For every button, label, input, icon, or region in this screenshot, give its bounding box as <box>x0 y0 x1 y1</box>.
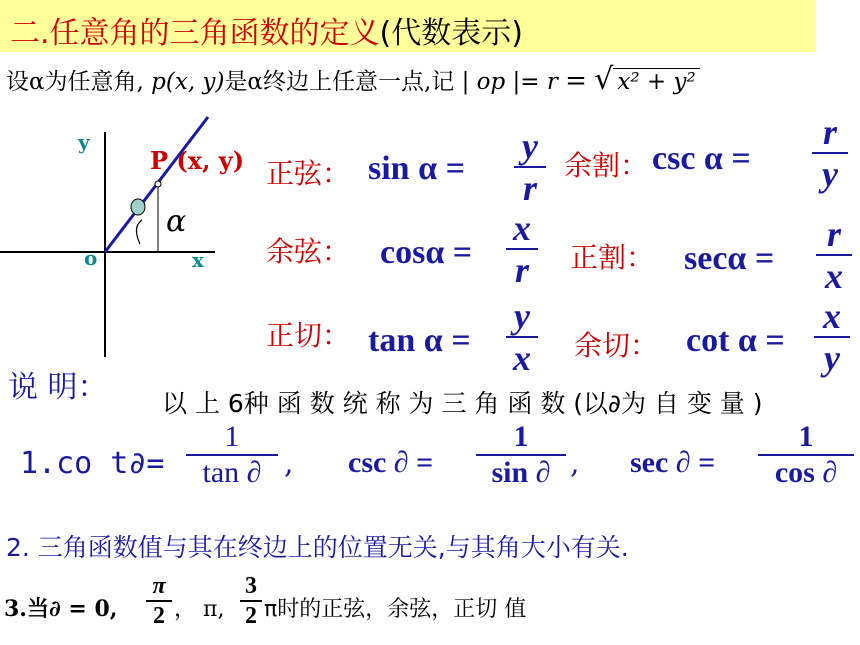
cosine-fraction: x r <box>506 210 538 288</box>
sec-reciprocal-lhs: sec ∂ = <box>630 446 716 479</box>
tangent-fraction: y x <box>506 298 538 376</box>
sine-label: 正弦： <box>266 157 351 190</box>
cosecant-label: 余割： <box>564 149 649 182</box>
y-axis-label: y <box>78 130 90 154</box>
secant-expr: secα = <box>684 240 775 277</box>
title-suffix: (代数表示) <box>379 16 523 51</box>
secant-label: 正割： <box>570 241 655 274</box>
cosine-expr: cosα = <box>380 234 473 271</box>
item3-fraction-three-half: 3 2 <box>240 574 262 628</box>
def-op: | op |= r <box>461 69 558 95</box>
title-prefix: 二. <box>10 16 50 51</box>
sec-reciprocal-fraction: 1 cos ∂ <box>758 422 854 488</box>
title-main: 任意角的三角函数的定义 <box>49 16 380 51</box>
cot-reciprocal-lhs: 1.co t∂= <box>20 446 165 481</box>
angle-alpha-label: α <box>166 204 187 239</box>
item3-fraction-pi-half: π 2 <box>146 574 172 628</box>
csc-reciprocal-lhs: csc ∂ = <box>348 446 434 479</box>
def-point: p(x, y) <box>151 69 225 95</box>
sqrt-sign-icon: √ <box>594 62 614 97</box>
def-lead: 设α为任意角, <box>6 69 144 95</box>
sine-expr: sin α = <box>368 150 465 187</box>
note-summary: 以 上 6种 函 数 统 称 为 三 角 函 数 (以∂为 自 变 量 ) <box>162 389 763 418</box>
secant-fraction: r x <box>816 216 852 294</box>
note-label: 说 明： <box>8 370 108 405</box>
def-eq: = <box>565 66 587 96</box>
cotangent-expr: cot α = <box>686 322 785 359</box>
note-item-2: 2. 三角函数值与其在终边上的位置无关,与其角大小有关. <box>6 533 629 562</box>
tangent-label: 正切： <box>266 319 351 352</box>
point-p-label: P (x, y) <box>150 146 245 175</box>
origin-label: o <box>84 246 98 270</box>
cosine-label: 余弦： <box>266 235 351 268</box>
def-radicand: x² + y² <box>613 68 699 95</box>
item3-mid: ， π, <box>174 597 225 622</box>
csc-reciprocal-fraction: 1 sin ∂ <box>476 422 566 488</box>
cosecant-fraction: r y <box>812 114 848 192</box>
definition-line <box>6 62 700 97</box>
comma-1: , <box>284 446 294 481</box>
comma-2: , <box>570 446 580 481</box>
tangent-expr: tan α = <box>368 322 471 359</box>
sine-fraction: y r <box>514 128 546 206</box>
x-axis-label: x <box>192 248 204 272</box>
item3-tail: π时的正弦，余弦，正切 值 <box>264 597 527 622</box>
cotangent-label: 余切： <box>574 329 659 362</box>
cosecant-expr: csc α = <box>652 140 751 177</box>
cotangent-fraction: x y <box>814 298 850 376</box>
item3-lead: 3.当∂ = 0, <box>4 596 118 622</box>
page-title <box>10 8 523 52</box>
cot-reciprocal-fraction: 1 tan ∂ <box>186 422 278 488</box>
def-mid: 是α终边上任意一点,记 <box>224 69 455 95</box>
